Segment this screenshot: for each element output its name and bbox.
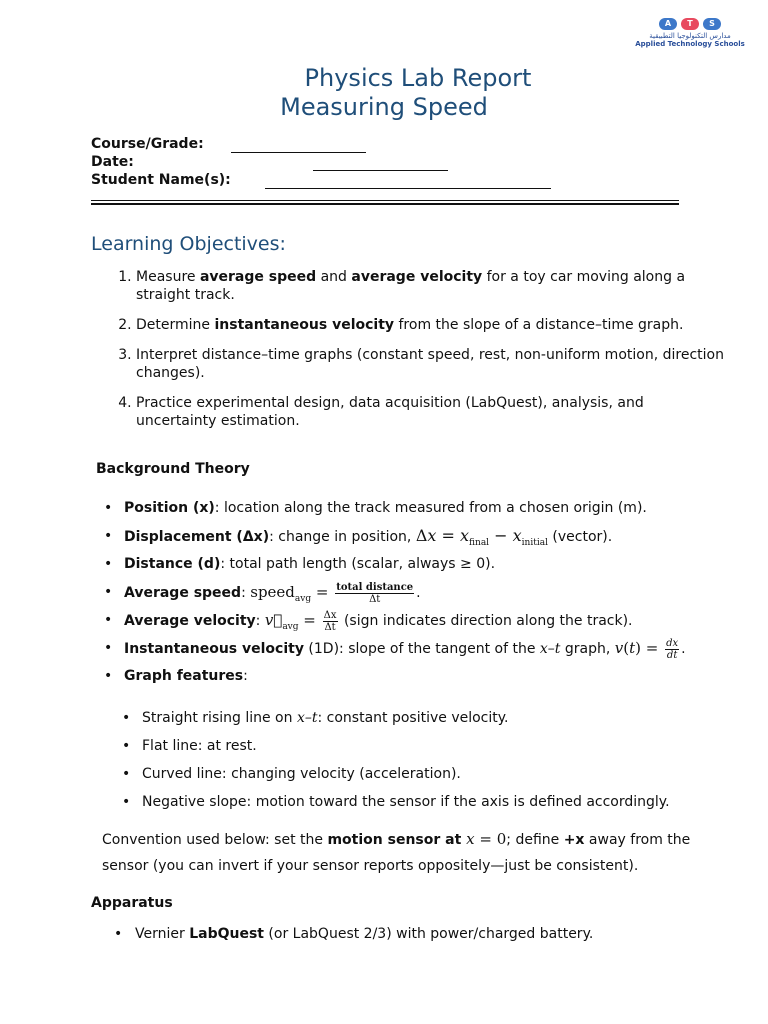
sensor-origin-formula: x = 0: [466, 830, 507, 848]
convention-paragraph: Convention used below: set the motion sensor at x = 0; define +x away from the sensor (you can invert if your sensor reports oppositely—just be consistent).: [102, 830, 691, 874]
learning-objectives-list: [91, 268, 726, 442]
xt-symbol: x–t: [296, 710, 318, 726]
xt-symbol: x–t: [539, 641, 561, 657]
school-logo: [630, 18, 750, 54]
inst-velocity-fraction: $\frac{dx}{dt}$: [666, 637, 679, 661]
list-item: • Position (x): location along the track measured from a chosen origin (m).: [104, 497, 694, 525]
header-divider-thick: [91, 203, 679, 205]
list-item: • Average speed: speed$_{avg}$ = $\frac{\text{total distance}}{\Delta t}$ .: [104, 581, 694, 609]
list-item: • Graph features:: [104, 665, 694, 693]
header-divider-thin: [91, 200, 679, 201]
bullet-icon: •: [114, 926, 123, 942]
logo-english-text: Applied Technology Schools: [635, 40, 745, 48]
list-item: 3. Interpret distance–time graphs (constant speed, rest, non-uniform motion, direction changes).: [136, 346, 726, 382]
list-item: • Displacement (Δx): change in position, $\Delta x = x_{final} - x_{initial}$ (vector).: [104, 525, 694, 553]
student-names-blank[interactable]: [265, 188, 551, 189]
apparatus-heading: Apparatus: [91, 895, 173, 911]
list-item: • Curved line: changing velocity (acceleration).: [104, 763, 694, 791]
list-item: • Flat line: at rest.: [104, 735, 694, 763]
avg-velocity-formula: $v⃗_{avg}$ =: [264, 611, 321, 632]
list-item: • Distance (d): total path length (scalar, always ≥ 0).: [104, 553, 694, 581]
list-item: 1. Measure average speed and average velocity for a toy car moving along a straight track.: [136, 268, 726, 304]
displacement-formula: $\Delta x = x_{final} - x_{initial}$: [415, 526, 548, 549]
avg-velocity-fraction: $\frac{\Delta x}{\Delta t}$: [323, 609, 337, 633]
avg-speed-fraction: $\frac{\text{total distance}}{\Delta t}$: [336, 581, 414, 605]
logo-arabic-text: مدارس التكنولوجيا التطبيقية: [649, 32, 731, 40]
inst-velocity-formula: v(t) =: [614, 639, 664, 657]
background-theory-list: [104, 497, 694, 819]
logo-letter-t: T: [681, 18, 699, 30]
logo-letter-a: A: [659, 18, 677, 30]
list-item: • Instantaneous velocity (1D): slope of the tangent of the x–t graph, v(t) = $\frac{dx}{dt}$ .: [104, 637, 694, 665]
logo-mark: [630, 18, 750, 30]
date-blank[interactable]: [313, 170, 448, 171]
list-item: • Negative slope: motion toward the sensor if the axis is defined accordingly.: [104, 791, 694, 819]
report-subtitle: Measuring Speed: [280, 93, 488, 121]
logo-letter-s: S: [703, 18, 721, 30]
list-item: • Average velocity: $v⃗_{avg}$ = $\frac{\Delta x}{\Delta t}$ (sign indicates direction along the track).: [104, 609, 694, 637]
course-grade-label: Course/Grade:: [91, 136, 204, 152]
date-label: Date:: [91, 154, 134, 170]
list-item: 2. Determine instantaneous velocity from the slope of a distance–time graph.: [136, 316, 726, 334]
background-theory-heading: Background Theory: [96, 461, 250, 477]
report-title: Physics Lab Report: [304, 64, 532, 92]
course-grade-blank[interactable]: [231, 152, 366, 153]
list-item: • Straight rising line on x–t: constant positive velocity.: [104, 707, 694, 735]
learning-objectives-heading: Learning Objectives:: [91, 233, 286, 255]
avg-speed-formula: speed$_{avg}$ =: [250, 583, 334, 604]
list-item: 4. Practice experimental design, data acquisition (LabQuest), analysis, and uncertainty estimation.: [136, 394, 726, 430]
student-names-label: Student Name(s):: [91, 172, 231, 188]
